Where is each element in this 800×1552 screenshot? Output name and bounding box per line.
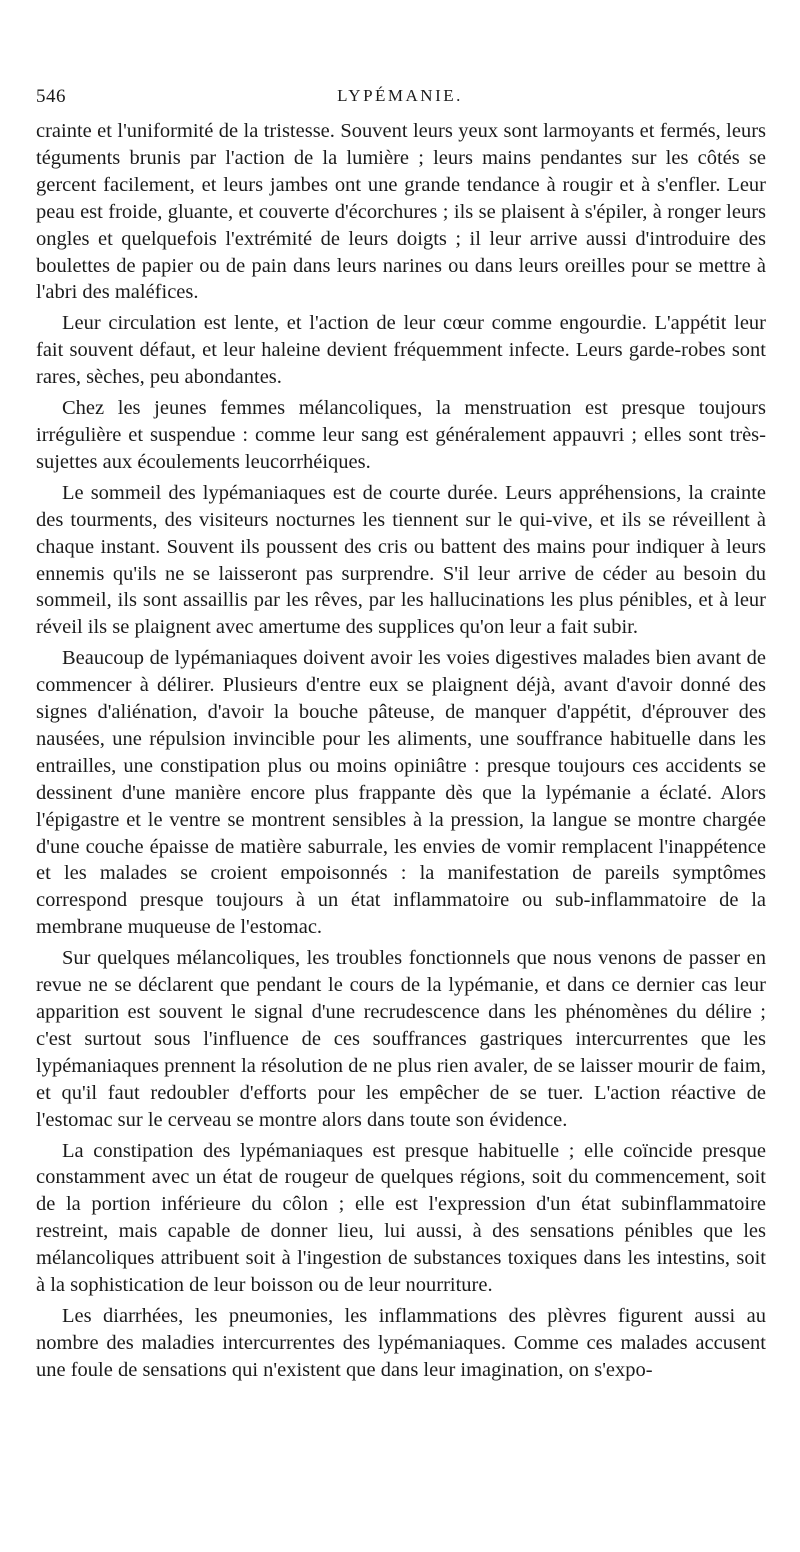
running-head [36,86,764,114]
paragraph: Sur quelques mélancoliques, les troubles fonctionnels que nous venons de passer en revue ne se déclarent que pendant le cours de la lypémanie, et dans ce dernier cas leur apparition est souvent le signal d'une recrudescence dans les phénomènes du délire ; c'est surtout sous l'influence de ces souffrances gastriques intercurrentes que les lypémaniaques prennent la résolution de ne plus rien avaler, de se laisser mourir de faim, et qu'il faut redoubler d'efforts pour les empêcher de se tuer. L'action réactive de l'estomac sur le cerveau se montre alors dans toute son évidence. [36,947,766,1131]
body-text [36,118,766,1388]
running-title: LYPÉMANIE. [337,86,463,105]
paragraph: La constipation des lypémaniaques est presque habituelle ; elle coïncide presque constamment avec un état de rougeur de quelques régions, soit du commencement, soit de la portion inférieure du côlon ; elle est l'expression d'un état subinflammatoire restreint, mais capable de donner lieu, lui aussi, à des sensations pénibles que les mélancoliques attribuent soit à l'ingestion de substances toxiques dans les intestins, soit à la sophistication de leur boisson ou de leur nourriture. [36,1139,766,1297]
paragraph: Les diarrhées, les pneumonies, les inflammations des plèvres figurent aussi au nombre des maladies intercurrentes des lypémaniaques. Comme ces malades accusent une foule de sensations qui n'existent que dans leur imagination, on s'expo- [36,1304,766,1381]
paragraph-continued: crainte et l'uniformité de la tristesse. Souvent leurs yeux sont larmoyants et fermés, leurs téguments brunis par l'action de la lumière ; leurs mains pendantes sur les côtés se gercent facilement, et leurs jambes ont une grande tendance à rougir et à s'enfler. Leur peau est froide, gluante, et couverte d'écorchures ; ils se plaisent à s'épiler, à ronger leurs ongles et quelquefois l'extrémité de leurs doigts ; il leur arrive aussi d'introduire des boulettes de papier ou de pain dans leurs narines ou dans leurs oreilles pour se mettre à l'abri des maléfices. [36,120,766,304]
page-number: 546 [36,86,66,107]
paragraph: Chez les jeunes femmes mélancoliques, la menstruation est presque toujours irrégulière et suspendue : comme leur sang est généralement appauvri ; elles sont très-sujettes aux écoulements leucorrhéiques. [36,397,766,473]
paragraph: Le sommeil des lypémaniaques est de courte durée. Leurs appréhensions, la crainte des tourments, des visiteurs nocturnes les tiennent sur le qui-vive, et ils se réveillent à chaque instant. Souvent ils poussent des cris ou battent des mains pour indiquer à leurs ennemis qu'ils ne se laisseront pas surprendre. S'il leur arrive de céder au besoin du sommeil, ils sont assaillis par les rêves, par les hallucinations les plus pénibles, et à leur réveil ils se plaignent avec amertume des supplices qu'on leur a fait subir. [36,481,766,639]
paragraph: Leur circulation est lente, et l'action de leur cœur comme engourdie. L'appétit leur fait souvent défaut, et leur haleine devient fréquemment infecte. Leurs garde-robes sont rares, sèches, peu abondantes. [36,312,766,389]
paragraph: Beaucoup de lypémaniaques doivent avoir les voies digestives malades bien avant de commencer à délirer. Plusieurs d'entre eux se plaignent déjà, avant d'avoir donné des signes d'aliénation, d'avoir la bouche pâteuse, de manquer d'appétit, d'éprouver des nausées, une répulsion invincible pour les aliments, une souffrance habituelle dans les entrailles, une constipation plus ou moins opiniâtre : presque toujours ces accidents se dessinent d'une manière encore plus frappante dès que la lypémanie a éclaté. Alors l'épigastre et le ventre se montrent sensibles à la pression, la langue se montre chargée d'une couche épaisse de matière saburrale, les envies de vomir remplacent l'inappétence et les malades se croient empoisonnés : la manifestation de pareils symptômes correspond presque toujours à un état inflammatoire ou sub-inflammatoire de la membrane muqueuse de l'estomac. [36,647,766,939]
